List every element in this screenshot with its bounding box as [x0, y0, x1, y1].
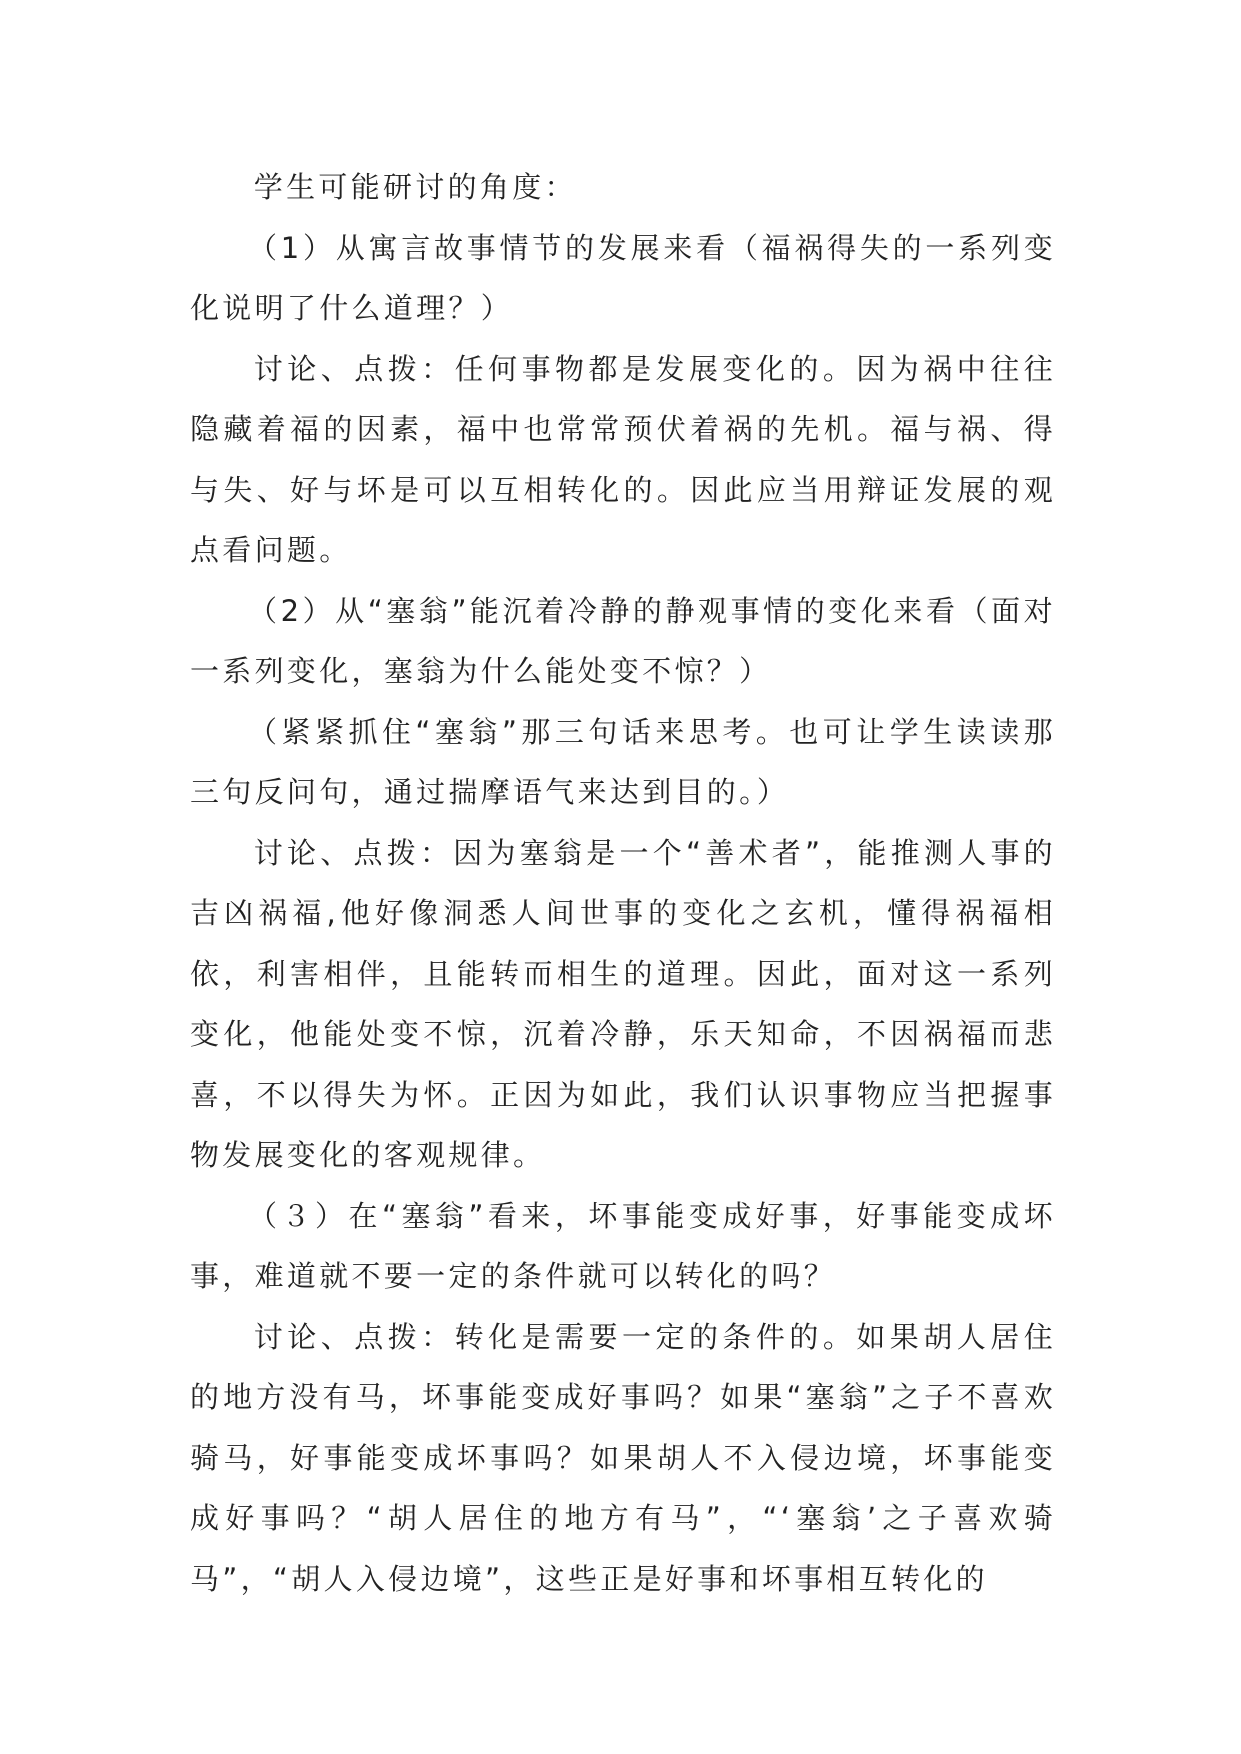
paragraph-discussion-1: 讨论、点拨：任何事物都是发展变化的。因为祸中往往隐藏着福的因素，福中也常常预伏着祸的先机。福与祸、得与失、好与坏是可以互相转化的。因此应当用辩证发展的观点看问题。: [190, 351, 1056, 567]
paragraph-question-1: （1）从寓言故事情节的发展来看（福祸得失的一系列变化说明了什么道理？）: [190, 230, 1056, 325]
paragraph-hint-2: （紧紧抓住“塞翁”那三句话来思考。也可让学生读读那三句反问句，通过揣摩语气来达到目的。）: [190, 714, 1056, 809]
paragraph-question-2: （2）从“塞翁”能沉着冷静的静观事情的变化来看（面对一系列变化，塞翁为什么能处变不惊？）: [190, 593, 1056, 688]
paragraph-discussion-2: 讨论、点拨：因为塞翁是一个“善术者”，能推测人事的吉凶祸福,他好像洞悉人间世事的变化之玄机，懂得祸福相依，利害相伴，且能转而相生的道理。因此，面对这一系列变化，他能处变不惊，沉着冷静，乐天知命，不因祸福而悲喜，不以得失为怀。正因为如此，我们认识事物应当把握事物发展变化的客观规律。: [190, 835, 1056, 1172]
paragraph-question-3: （３）在“塞翁”看来，坏事能变成好事，好事能变成坏事，难道就不要一定的条件就可以转化的吗？: [190, 1198, 1056, 1293]
paragraph-intro: 学生可能研讨的角度：: [253, 170, 577, 204]
document-body: [190, 157, 1056, 1609]
paragraph-discussion-3: 讨论、点拨：转化是需要一定的条件的。如果胡人居住的地方没有马，坏事能变成好事吗？如果“塞翁”之子不喜欢骑马，好事能变成坏事吗？如果胡人不入侵边境，坏事能变成好事吗？“胡人居住的地方有马”，“‘塞翁’之子喜欢骑马”，“胡人入侵边境”，这些正是好事和坏事相互转化的: [190, 1319, 1056, 1596]
